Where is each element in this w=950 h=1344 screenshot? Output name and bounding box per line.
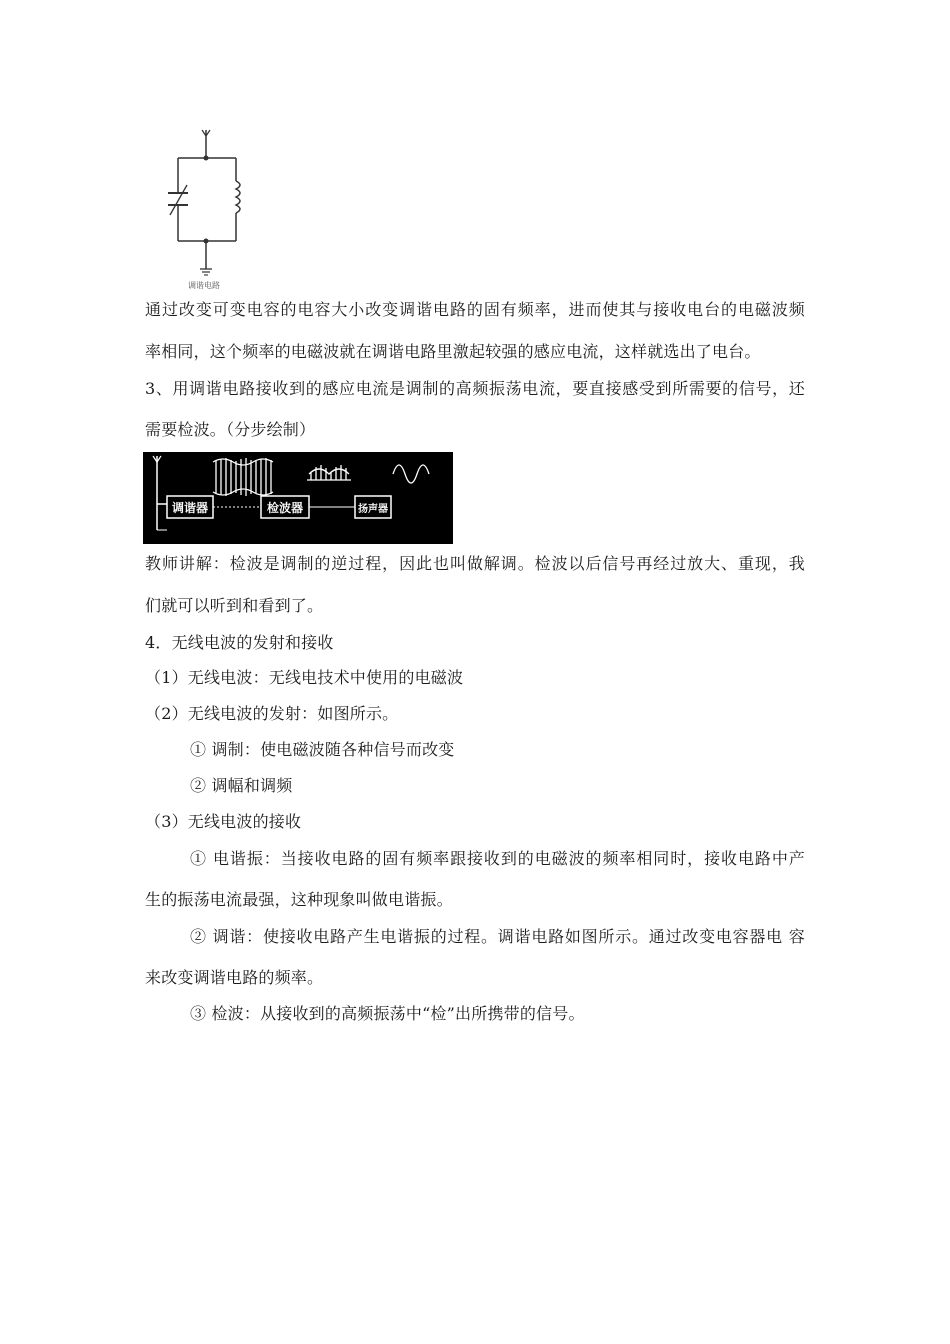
speaker-block: 扬声器 [358, 504, 388, 515]
receiver-block-diagram [143, 452, 453, 544]
paragraph-line: 率相同，这个频率的电磁波就在调谐电路里激起较强的感应电流，这样就选出了电台。 [145, 342, 761, 361]
tuner-block: 调谐器 [171, 501, 209, 515]
paragraph-line: 需要检波。（分步绘制） [145, 420, 316, 439]
subsection-line: （2）无线电波的发射：如图所示。 [145, 704, 399, 723]
list-item: ② 调谐：使接收电路产生电谐振的过程。调谐电路如图所示。通过改变电容器电 容 [190, 927, 805, 946]
paragraph-line: 3、用调谐电路接收到的感应电流是调制的高频振荡电流，要直接感受到所需要的信号，还 [145, 379, 805, 398]
list-item-continuation: 来改变调谐电路的频率。 [145, 968, 324, 987]
tuning-circuit-caption: 调谐电路 [188, 281, 220, 290]
list-item: ① 电谐振：当接收电路的固有频率跟接收到的电磁波的频率相同时，接收电路中产 [190, 849, 805, 868]
list-item: ③ 检波：从接收到的高频振荡中“检”出所携带的信号。 [190, 1004, 585, 1023]
list-item: ① 调制：使电磁波随各种信号而改变 [190, 740, 455, 759]
list-item: ② 调幅和调频 [190, 776, 293, 795]
tuning-circuit-diagram [160, 125, 260, 295]
section-heading: 4．无线电波的发射和接收 [145, 633, 334, 652]
subsection-line: （3）无线电波的接收 [145, 812, 302, 831]
paragraph-line: 通过改变可变电容的电容大小改变调谐电路的固有频率，进而使其与接收电台的电磁波频 [145, 300, 805, 319]
subsection-line: （1）无线电波：无线电技术中使用的电磁波 [145, 668, 464, 687]
detector-block: 检波器 [266, 501, 304, 515]
paragraph-line: 教师讲解：检波是调制的逆过程，因此也叫做解调。检波以后信号再经过放大、重现，我 [145, 554, 805, 573]
list-item-continuation: 生的振荡电流最强，这种现象叫做电谐振。 [145, 890, 453, 909]
paragraph-line: 们就可以听到和看到了。 [145, 596, 324, 615]
